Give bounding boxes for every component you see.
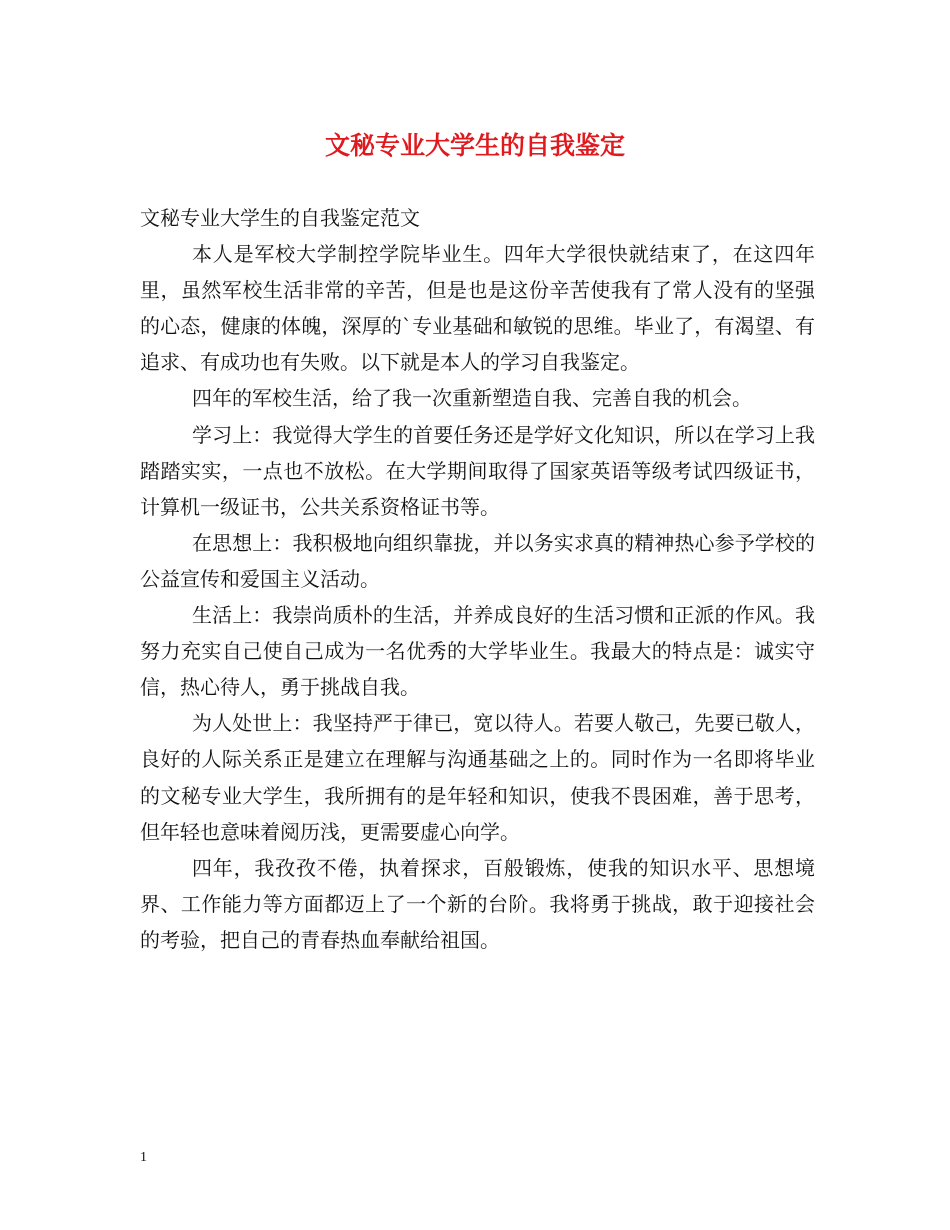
document-subtitle: 文秘专业大学生的自我鉴定范文 <box>140 206 420 230</box>
paragraph-study: 学习上：我觉得大学生的首要任务还是学好文化知识，所以在学习上我踏踏实实，一点也不放松。在大学期间取得了国家英语等级考试四级证书，计算机一级证书，公共关系资格证书等。 <box>140 422 815 519</box>
document-body <box>140 200 815 958</box>
page-number: 1 <box>140 1150 147 1165</box>
paragraph-conduct: 为人处世上：我坚持严于律已，宽以待人。若要人敬己，先要已敬人，良好的人际关系正是建立在理解与沟通基础之上的。同时作为一名即将毕业的文秘专业大学生，我所拥有的是年轻和知识，使我不畏困难，善于思考，但年轻也意味着阅历浅，更需要虚心向学。 <box>140 711 815 844</box>
paragraph-conclusion: 四年，我孜孜不倦，执着探求，百般锻炼，使我的知识水平、思想境界、工作能力等方面都迈上了一个新的台阶。我将勇于挑战，敢于迎接社会的考验，把自己的青春热血奉献给祖国。 <box>140 855 815 952</box>
paragraph-life: 生活上：我崇尚质朴的生活，并养成良好的生活习惯和正派的作风。我努力充实自己使自己成为一名优秀的大学毕业生。我最大的特点是：诚实守信，热心待人，勇于挑战自我。 <box>140 603 815 700</box>
paragraph-ideology: 在思想上：我积极地向组织靠拢，并以务实求真的精神热心参予学校的公益宣传和爱国主义活动。 <box>140 530 815 591</box>
paragraph-intro: 本人是军校大学制控学院毕业生。四年大学很快就结束了，在这四年里，虽然军校生活非常的辛苦，但是也是这份辛苦使我有了常人没有的坚强的心态，健康的体魄，深厚的`专业基础和敏锐的思维。毕业了，有渴望、有追求、有成功也有失败。以下就是本人的学习自我鉴定。 <box>140 242 815 375</box>
document-title: 文秘专业大学生的自我鉴定 <box>324 131 625 160</box>
paragraph-military-life: 四年的军校生活，给了我一次重新塑造自我、完善自我的机会。 <box>192 386 752 411</box>
